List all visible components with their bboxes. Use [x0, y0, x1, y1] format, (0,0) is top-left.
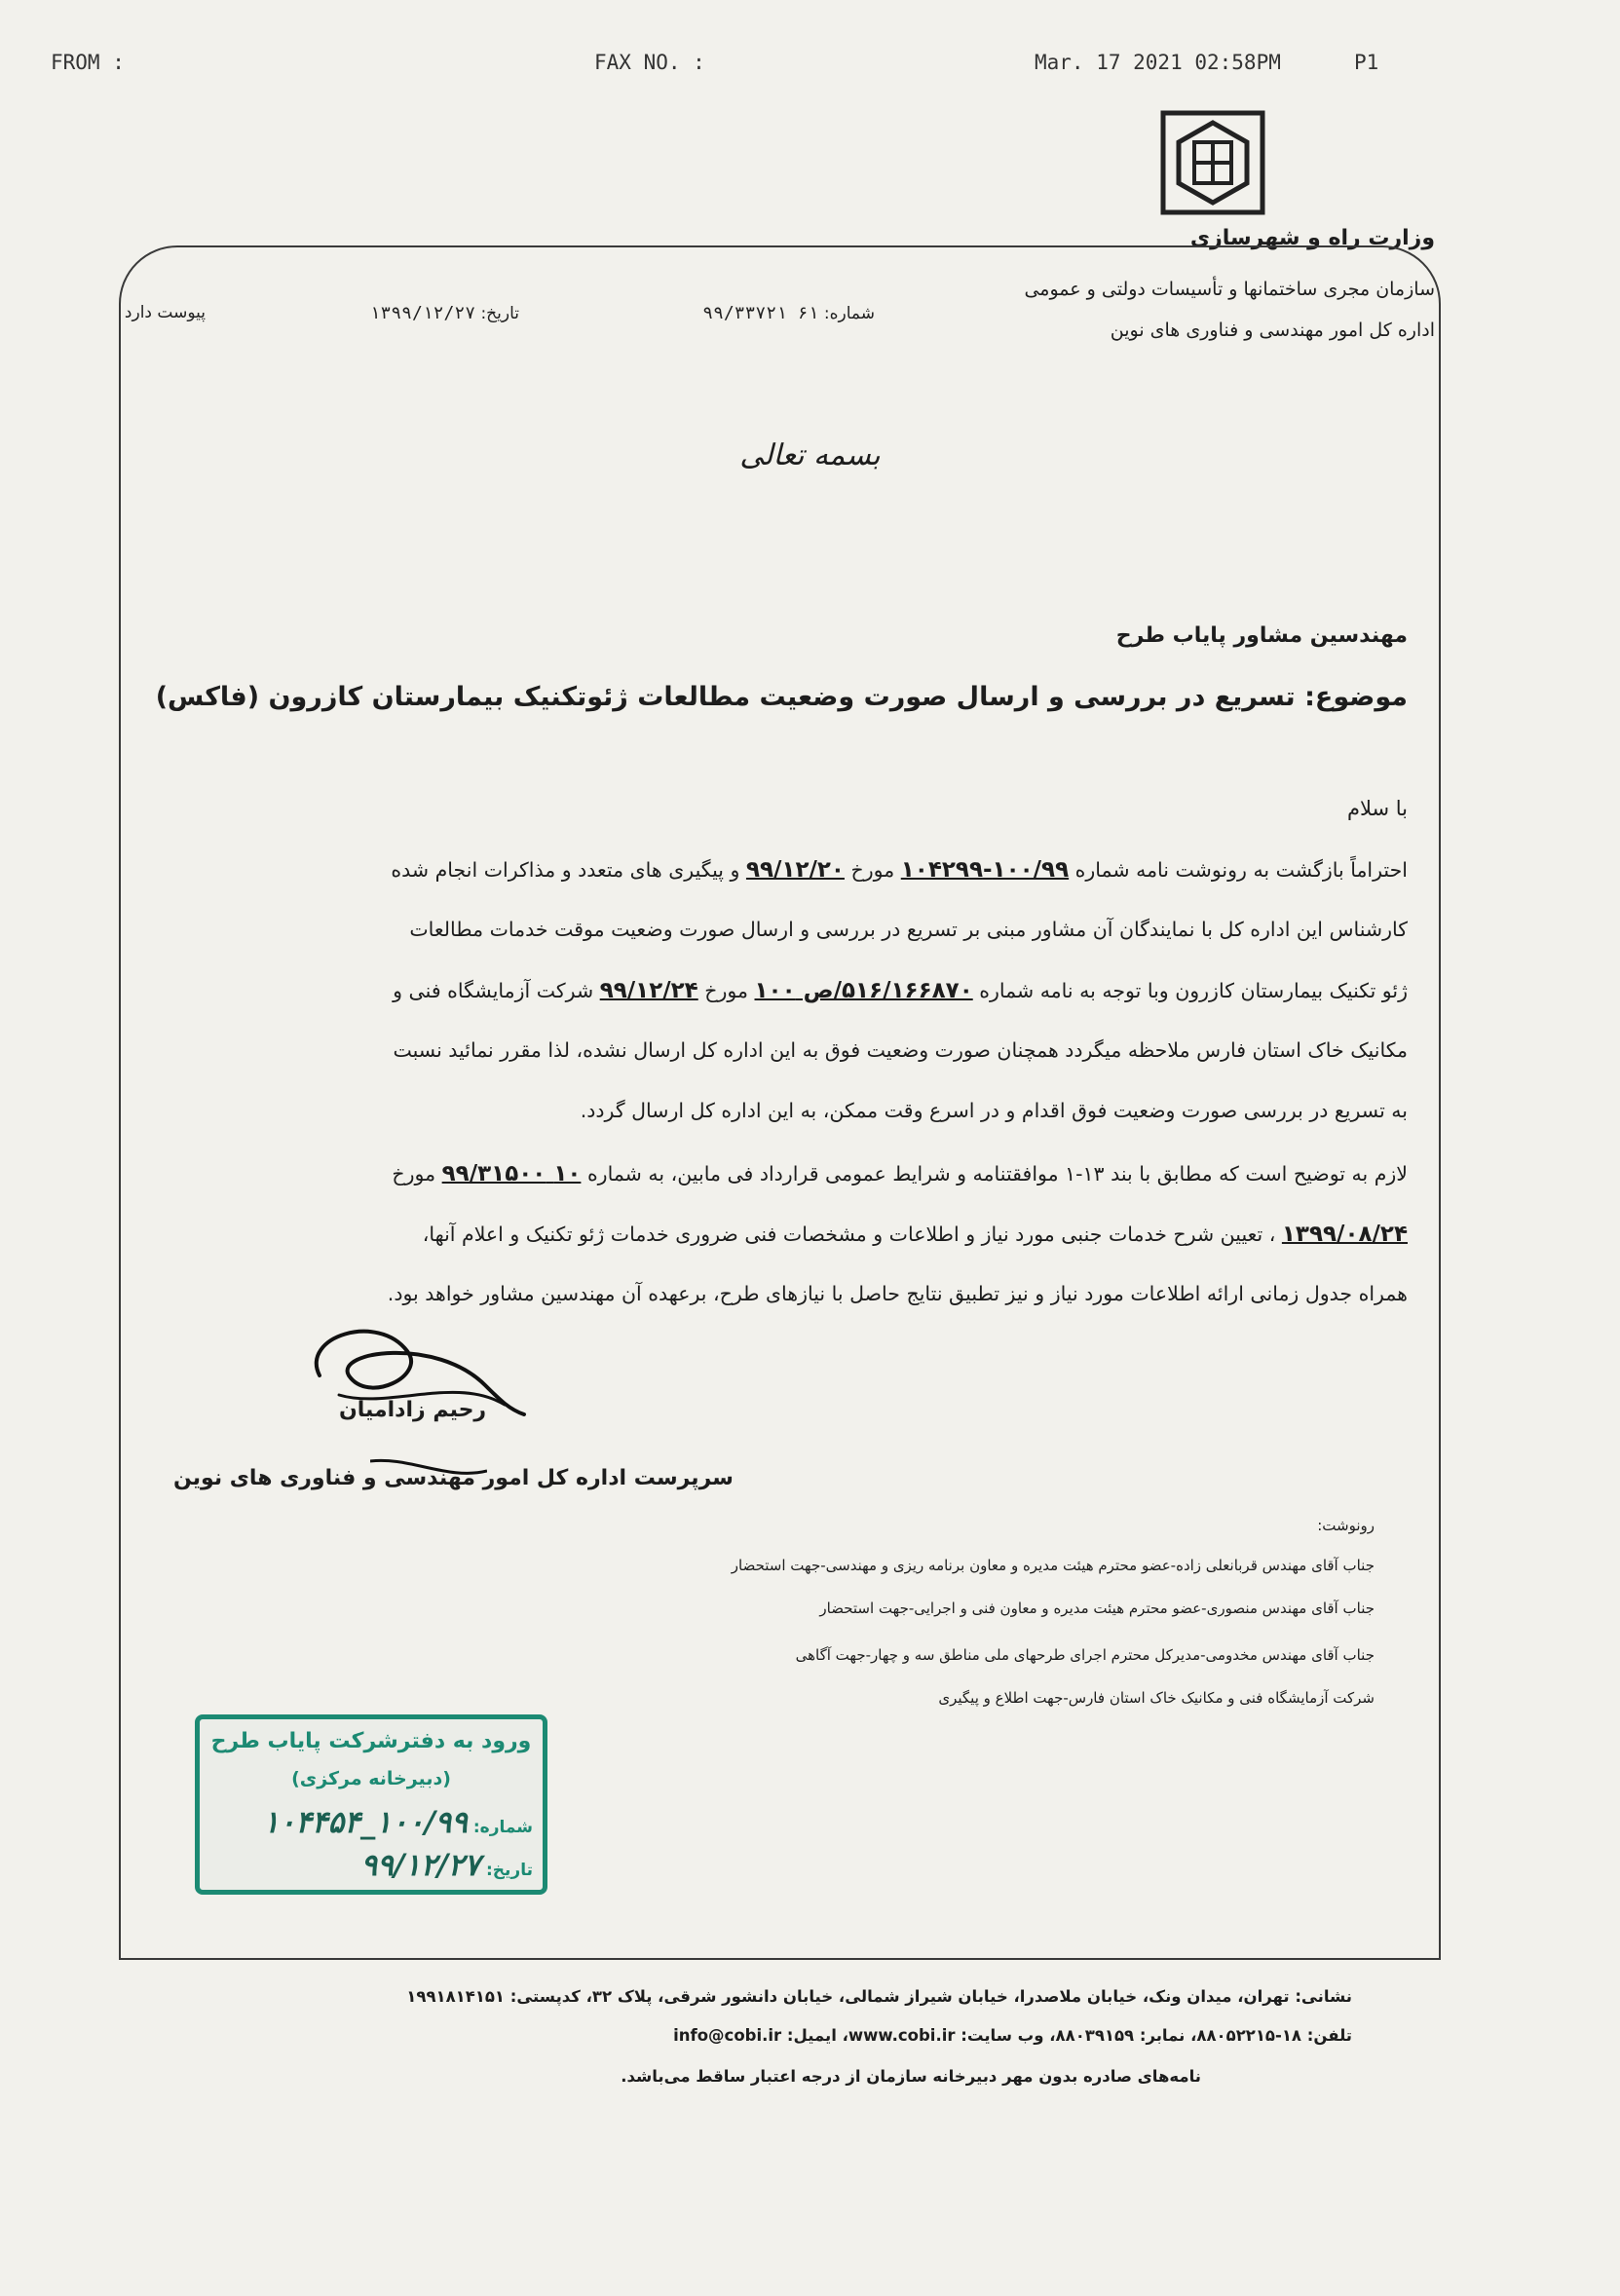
paragraph-1-line-1: احتراماً بازگشت به رونوشت نامه شماره ۱۰۰/۹۹-۱۰۴۲۹۹ مورخ ۹۹/۱۲/۲۰ و پیگیری های متعدد و مذاکرات انجام شده [391, 857, 1408, 883]
signer-title: سرپرست اداره کل امور مهندسی و فناوری های نوین [173, 1466, 734, 1490]
paragraph-2-line-2: ۱۳۹۹/۰۸/۲۴ ، تعیین شرح خدمات جنبی مورد نیاز و اطلاعات و مشخصات فنی ضروری خدمات ژئو تکنیک و اعلام آنها، [422, 1222, 1408, 1247]
stamp-title: ورود به دفترشرکت پایاب طرح [210, 1729, 532, 1753]
stamp-subtitle: (دبیرخانه مرکزی) [291, 1768, 451, 1789]
signature-scribble-icon [290, 1317, 553, 1453]
stamp-date: تاریخ: ۹۹/۱۲/۲۷ [360, 1848, 533, 1883]
paragraph-1-line-2: کارشناس این اداره کل با نمایندگان آن مشاور مبنی بر تسریع در بررسی و ارسال صورت وضعیت موقت خدمات مطالعات [409, 918, 1408, 941]
receipt-stamp [195, 1714, 547, 1895]
fax-header [0, 51, 1620, 80]
paragraph-1-line-5: به تسریع در بررسی صورت وضعیت فوق اقدام و در اسرع وقت ممکن، به این اداره کل ارسال گردد. [580, 1099, 1408, 1122]
recipient: مهندسین مشاور پایاب طرح [1115, 623, 1408, 648]
bismillah: بسمه تعالی [739, 438, 881, 472]
letter-number: شماره: ۶۱ ۹۹/۳۳۷۲۱ [702, 303, 875, 323]
ministry-name: وزارت راه و شهرسازی [1189, 226, 1435, 250]
signature-strike-icon [370, 1451, 487, 1490]
paragraph-2-line-1: لازم به توضیح است که مطابق با بند ۱۳-۱ موافقتنامه و شرایط عمومی قرارداد فی مابین، به شماره ۱۰ ۹۹/۳۱۵۰۰ مورخ [392, 1161, 1408, 1186]
footer-address: نشانی: تهران، میدان ونک، خیابان ملاصدرا، خیابان شیراز شمالی، خیابان دانشور شرقی، پلاک ۳۲، کدپستی: ۱۹۹۱۸۱۴۱۵۱ [406, 1987, 1352, 2006]
stamp-number: شماره: ۱۰۰/۹۹_۱۰۴۴۵۴ [262, 1805, 533, 1840]
copy-item-2: جناب آقای مهندس منصوری-عضو محترم هیئت مدیره و معاون فنی و اجرایی-جهت استحضار [819, 1600, 1375, 1617]
letter-attachment: پیوست دارد [124, 303, 206, 322]
paragraph-1-line-3: ژئو تکنیک بیمارستان کازرون وبا توجه به نامه شماره ۵۱۶/۱۶۶۸۷۰/ص ۱۰۰ مورخ ۹۹/۱۲/۲۴ شرکت آزمایشگاه فنی و [393, 978, 1408, 1003]
department-name: اداره کل امور مهندسی و فناوری های نوین [1110, 320, 1435, 341]
copies-label: رونوشت: [1317, 1517, 1375, 1534]
footer-note: نامه‌های صادره بدون مهر دبیرخانه سازمان از درجه اعتبار ساقط می‌باشد. [621, 2067, 1201, 2086]
paragraph-2-line-3: همراه جدول زمانی ارائه اطلاعات مورد نیاز و نیز تطبیق نتایج حاصل با نیازهای طرح، برعهده آن مهندسین مشاور خواهد بود. [387, 1282, 1408, 1305]
paragraph-1-line-4: مکانیک خاک استان فارس ملاحظه میگردد همچنان صورت وضعیت فوق به این اداره کل ارسال نشده، لذا مقرر نمائید نسبت [393, 1038, 1408, 1062]
signer-name: رحیم زادامیان [339, 1398, 487, 1422]
copy-item-3: جناب آقای مهندس مخدومی-مدیرکل محترم اجرای طرحهای ملی مناطق سه و چهار-جهت آگاهی [795, 1646, 1375, 1664]
copy-item-4: شرکت آزمایشگاه فنی و مکانیک خاک استان فارس-جهت اطلاع و پیگیری [938, 1689, 1375, 1707]
fax-from: FROM : [51, 51, 125, 74]
organization-name: سازمان مجری ساختمانها و تأسیسات دولتی و عمومی [1024, 279, 1435, 300]
fax-page: P1 [1354, 51, 1379, 74]
ministry-logo-icon [1159, 109, 1266, 216]
subject: موضوع: تسریع در بررسی و ارسال صورت وضعیت مطالعات ژئوتکنیک بیمارستان کازرون (فاکس) [155, 682, 1408, 712]
letter-date: تاریخ: ۱۳۹۹/۱۲/۲۷ [369, 303, 519, 323]
copy-item-1: جناب آقای مهندس قربانعلی زاده-عضو محترم هیئت مدیره و معاون برنامه ریزی و مهندسی-جهت استحضار [731, 1557, 1375, 1574]
fax-number: FAX NO. : [594, 51, 705, 74]
greeting: با سلام [1346, 797, 1408, 820]
footer-contact: تلفن: ۱۸-۸۸۰۵۲۲۱۵، نمابر: ۸۸۰۳۹۱۵۹، وب سایت: www.cobi.ir، ایمیل: info@cobi.ir [673, 2026, 1352, 2045]
fax-datetime: Mar. 17 2021 02:58PM [1035, 51, 1281, 74]
